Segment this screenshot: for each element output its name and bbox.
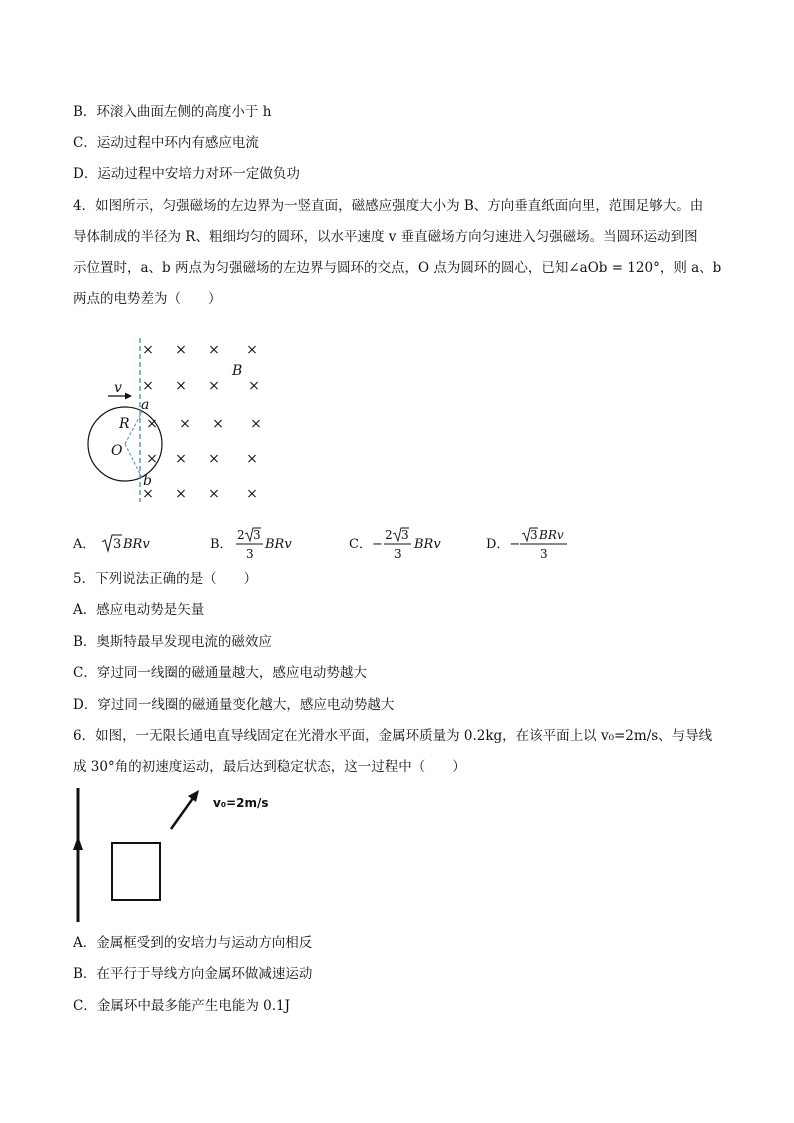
q4-stem-line3: 示位置时，a、b 两点为匀强磁场的左边界与圆环的交点，O 点为圆环的圆心，已知∠aOb = 120°，则 a、b [73, 260, 722, 276]
field-cross: × [250, 416, 262, 432]
field-cross: × [246, 486, 258, 502]
q4-options [70, 520, 590, 566]
field-cross: × [179, 416, 191, 432]
q5-option-b: B．奥斯特最早发现电流的磁效应 [73, 634, 272, 650]
q4-option-a-root: 3 [113, 537, 122, 552]
field-cross: × [246, 342, 258, 358]
field-cross: × [208, 451, 220, 467]
initial-velocity-label: v₀=2m/s [213, 796, 269, 810]
q6-figure [70, 782, 320, 927]
field-cross: × [142, 378, 154, 394]
field-cross: × [248, 378, 260, 394]
q4-option-c-tail: BRv [414, 537, 441, 552]
q4-option-d-den: 3 [540, 547, 548, 561]
label-v: v [114, 380, 122, 396]
q4-figure [70, 330, 290, 510]
q4-option-c-num-coef: 2 [385, 528, 393, 542]
q4-stem-line2: 导体制成的半径为 R、粗细均匀的圆环，以水平速度 v 垂直磁场方向匀速进入匀强磁场。当圆环运动到图 [73, 229, 698, 245]
q6-stem-line2: 成 30°角的初速度运动，最后达到稳定状态，这一过程中（ ） [73, 759, 466, 775]
q4-option-c-prefix: C．− [349, 537, 383, 552]
field-cross: × [208, 486, 220, 502]
q4-option-d-num-tail: BRv [539, 528, 564, 542]
initial-velocity-arrowhead [188, 790, 199, 802]
label-r: R [119, 416, 130, 432]
q4-option-b-num-coef: 2 [237, 528, 245, 542]
q4-option-b-tail: BRv [265, 537, 292, 552]
initial-velocity-arrow [171, 794, 196, 829]
q6-option-c: C．金属环中最多能产生电能为 0.1J [73, 998, 291, 1014]
q3-option-d: D．运动过程中安培力对环一定做负功 [73, 166, 300, 182]
q4-stem-line4: 两点的电势差为（ ） [73, 291, 222, 307]
q4-option-d-prefix: D．− [486, 537, 521, 552]
q4-option-d-num-root: 3 [530, 528, 538, 542]
field-cross: × [175, 451, 187, 467]
q3-option-c: C．运动过程中环内有感应电流 [73, 135, 259, 151]
label-b-field: B [232, 363, 243, 379]
q4-option-b-prefix: B． [210, 537, 233, 552]
q5-option-d: D．穿过同一线圈的磁通量变化越大，感应电动势越大 [73, 697, 395, 713]
q6-option-a: A．金属框受到的安培力与运动方向相反 [73, 935, 313, 951]
q4-option-a-tail: BRv [123, 537, 150, 552]
field-cross: × [208, 378, 220, 394]
q5-option-a: A．感应电动势是矢量 [73, 602, 205, 618]
q3-option-b: B．环滚入曲面左侧的高度小于 h [73, 104, 272, 120]
label-a: a [141, 397, 150, 413]
field-cross: × [142, 342, 154, 358]
field-cross: × [146, 416, 158, 432]
q5-stem: 5．下列说法正确的是（ ） [73, 571, 258, 587]
q4-option-c-num-root: 3 [401, 528, 409, 542]
q4-stem-line1: 4．如图所示，匀强磁场的左边界为一竖直面，磁感应强度大小为 B、方向垂直纸面向里，范围足够大。由 [73, 198, 704, 214]
label-o: O [111, 443, 123, 459]
current-arrowhead [73, 836, 83, 850]
velocity-arrowhead [125, 393, 132, 400]
field-cross: × [212, 416, 224, 432]
field-cross: × [208, 342, 220, 358]
field-cross: × [175, 486, 187, 502]
q6-stem-line1: 6．如图，一无限长通电直导线固定在光滑水平面，金属环质量为 0.2kg，在该平面上以 v₀=2m/s、与导线 [73, 728, 713, 744]
q4-option-b-den: 3 [246, 547, 254, 561]
q4-option-a-prefix: A． [73, 537, 96, 552]
field-cross: × [175, 378, 187, 394]
field-cross: × [246, 451, 258, 467]
field-cross: × [175, 342, 187, 358]
q6-option-b: B．在平行于导线方向金属环做减速运动 [73, 966, 313, 982]
metal-frame [112, 843, 160, 900]
label-b-point: b [143, 473, 152, 489]
field-cross: × [142, 486, 154, 502]
q4-option-b-num-root: 3 [253, 528, 261, 542]
q5-option-c: C．穿过同一线圈的磁通量越大，感应电动势越大 [73, 665, 367, 681]
field-cross: × [146, 451, 158, 467]
q4-option-c-den: 3 [394, 547, 402, 561]
